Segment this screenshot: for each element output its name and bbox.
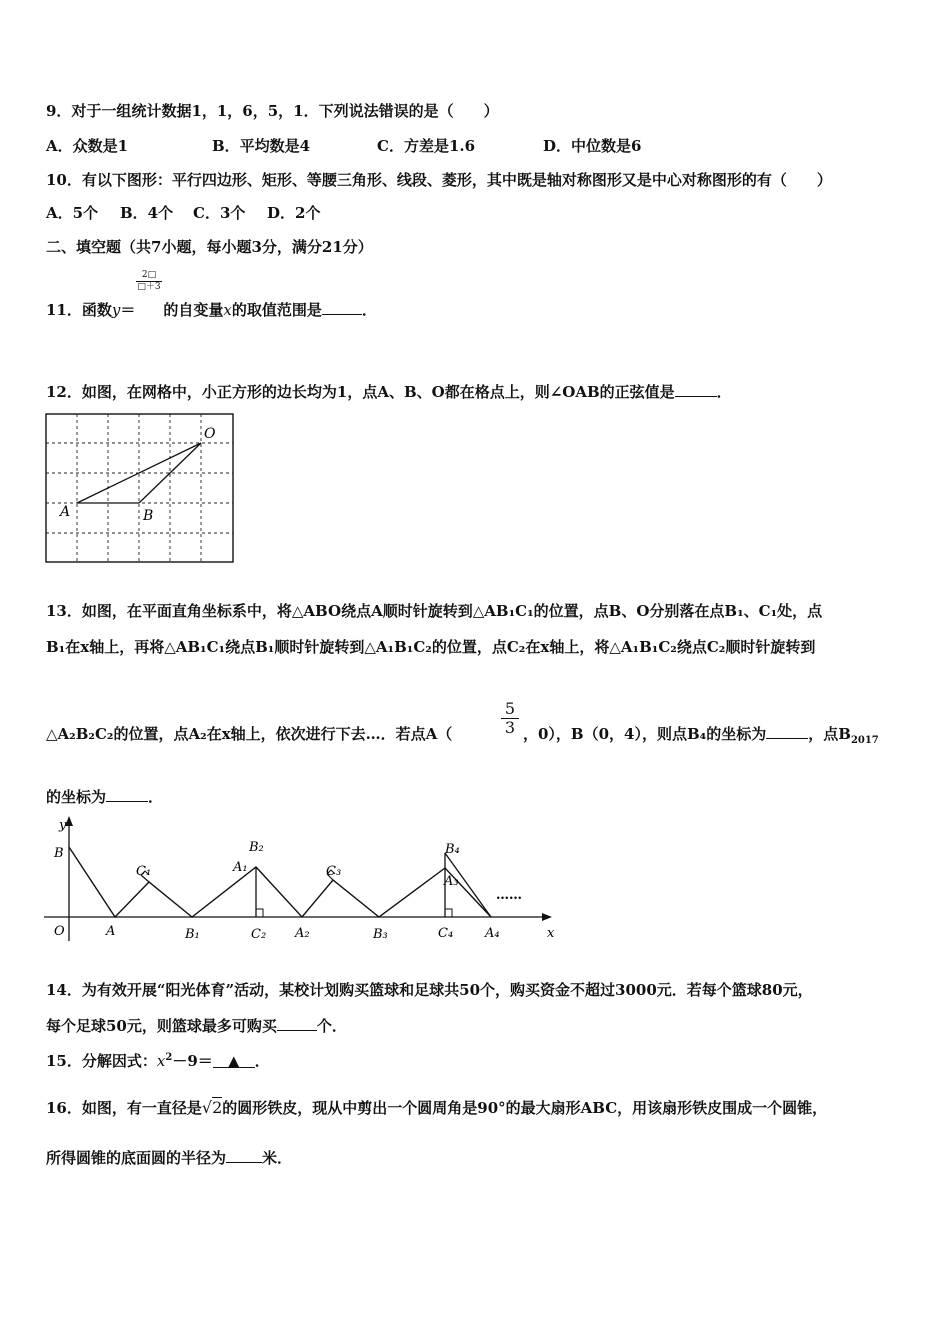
q11-var-x: x: [223, 301, 232, 319]
q12-label-a: A: [60, 504, 71, 520]
q11-line: [46, 300, 377, 320]
q12-grid-figure: [44, 412, 236, 564]
q15-answer-blank: [213, 1051, 255, 1068]
q9-option-a: A．众数是1: [46, 137, 129, 155]
q9-option-d: D．中位数是6: [543, 137, 642, 155]
q16-line2-text: 所得圆锥的底面圆的半径为: [46, 1149, 227, 1167]
q13-label-a4: A₄: [485, 926, 500, 941]
q15-end: ．: [254, 1052, 270, 1070]
q13-label-x: x: [547, 926, 555, 941]
q13-b-subscript: 2017: [850, 735, 879, 746]
q12-label-b: B: [143, 508, 154, 524]
q13-label-a3: A₃: [444, 874, 459, 889]
q13-label-c1: C₁: [136, 864, 152, 879]
q16-answer-blank: [226, 1148, 262, 1163]
q11-fraction: [136, 270, 162, 293]
q13-line4: [46, 787, 163, 807]
q13-frac-denominator: 3: [501, 718, 519, 737]
q16-sqrt-value: 2: [212, 1098, 223, 1117]
q11-frac-numerator: 2□: [141, 270, 157, 280]
q15-sup: 2: [165, 1052, 173, 1063]
q13-label-c3: C₃: [326, 864, 342, 879]
q13-label-y: y: [59, 818, 67, 833]
q13-label-a1: A₁: [233, 860, 248, 875]
q14-line2: [46, 1016, 347, 1036]
q13-answer-blank-b4: [766, 724, 808, 739]
q14-end: 个．: [316, 1017, 347, 1035]
q13-end: ．: [148, 788, 164, 806]
q9-option-c: C．方差是1.6: [377, 137, 476, 155]
q15-line: [46, 1051, 270, 1071]
q12-line: [46, 382, 732, 402]
q13-label-o: O: [54, 924, 65, 939]
q14-line2-text: 每个足球50元，则篮球最多可购买: [46, 1017, 277, 1035]
q11-prefix: 11．函数: [46, 301, 112, 319]
q11-frac-denominator: □＋3: [137, 282, 161, 292]
q12-text: 12．如图，在网格中，小正方形的边长均为1，点A、B、O都在格点上，则∠OAB的正弦值是: [46, 383, 675, 401]
q13-label-a: A: [106, 924, 116, 939]
q16-line1-b: 的圆形铁皮，现从中剪出一个圆周角是90°的最大扇形ABC，用该扇形铁皮围成一个圆锥，: [222, 1099, 828, 1117]
q11-answer-blank: [322, 300, 362, 315]
q9-stem: 9．对于一组统计数据1，1，6，5，1．下列说法错误的是（ ）: [46, 102, 499, 120]
q13-label-a2: A₂: [295, 926, 310, 941]
q13-rotation-figure: [40, 813, 560, 945]
q11-end: ．: [361, 301, 377, 319]
q13-line3-a: △A₂B₂C₂的位置，点A₂在x轴上，依次进行下去…．若点A（: [46, 725, 453, 743]
q16-line2: [46, 1148, 292, 1168]
q13-line2: B₁在x轴上，再将△AB₁C₁绕点B₁顺时针旋转到△A₁B₁C₂的位置，点C₂在x轴上，将△A₁B₁C₂绕点C₂顺时针旋转到: [46, 638, 816, 656]
q13-line1: 13．如图，在平面直角坐标系中，将△ABO绕点A顺时针旋转到△AB₁C₁的位置，点B、O分别落在点B₁、C₁处，点: [46, 602, 823, 620]
q9-option-b: B．平均数是4: [212, 137, 311, 155]
q13-label-b2: B₂: [249, 840, 264, 855]
q10-option-d: D．2个: [267, 204, 321, 222]
q13-label-c2: C₂: [251, 927, 267, 942]
q11-equals: ＝: [120, 301, 136, 319]
q13-line3-rest: [523, 724, 879, 744]
section-title: 二、填空题（共7小题，每小题3分，满分21分）: [46, 238, 373, 256]
q16-sqrt: √2: [201, 1098, 223, 1117]
q11-mid: 的自变量: [163, 301, 224, 319]
q10-option-a: A．5个: [46, 204, 99, 222]
q13-line3-b: ，0），B（0，4），则点B₄的坐标为: [523, 725, 767, 743]
q13-continuation-dots: ……: [496, 888, 522, 903]
q15-var: x: [156, 1052, 166, 1070]
q15-mid: －9＝: [172, 1052, 213, 1070]
q13-answer-blank-b2017: [106, 787, 148, 802]
q11-suffix: 的取值范围是: [231, 301, 322, 319]
q12-end: ．: [716, 383, 732, 401]
q16-line1-a: 16．如图，有一直径是: [46, 1099, 202, 1117]
q13-label-c4: C₄: [438, 926, 454, 941]
q13-label-b3: B₃: [373, 927, 388, 942]
q14-answer-blank: [277, 1016, 317, 1031]
q16-line1: [46, 1098, 827, 1118]
q10-stem: 10．有以下图形：平行四边形、矩形、等腰三角形、线段、菱形，其中既是轴对称图形又是中心对称图形的有（ ）: [46, 171, 832, 189]
q13-label-b: B: [54, 846, 64, 861]
q14-line1: 14．为有效开展“阳光体育”活动，某校计划购买篮球和足球共50个，购买资金不超过3000元．若每个篮球80元，: [46, 981, 813, 999]
q13-line4-text: 的坐标为: [46, 788, 107, 806]
q13-label-b1: B₁: [185, 927, 200, 942]
q10-option-c: C．3个: [193, 204, 246, 222]
q13-fraction: [501, 700, 519, 737]
q13-line3-c: ，点B: [808, 725, 851, 743]
q12-label-o: O: [204, 426, 216, 442]
q15-answer-marker: ▲: [227, 1052, 240, 1070]
q10-option-b: B．4个: [120, 204, 174, 222]
q11-var-y: y: [111, 301, 121, 319]
q12-answer-blank: [675, 382, 717, 397]
q13-frac-numerator: 5: [504, 699, 516, 718]
q16-end: 米．: [262, 1149, 293, 1167]
q13-label-b4: B₄: [445, 842, 460, 857]
q15-prefix: 15．分解因式：: [46, 1052, 157, 1070]
